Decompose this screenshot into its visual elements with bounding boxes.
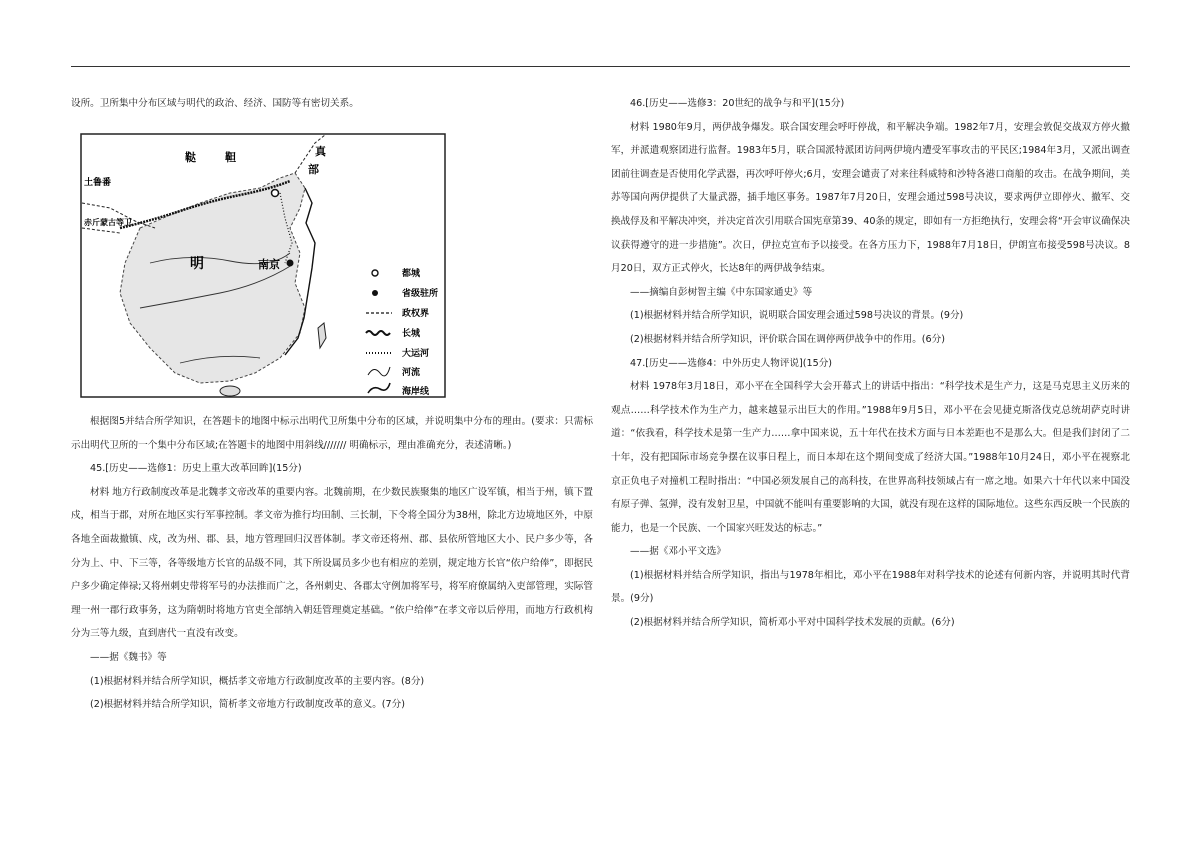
label-ming: 明: [190, 256, 204, 272]
label-hami: 赤斤蒙古等卫: [84, 218, 132, 227]
q46-source: ——摘编自彭树智主编《中东国家通史》等: [630, 286, 813, 298]
legend-label-wall: 长城: [402, 329, 421, 339]
left-intro: [71, 92, 593, 116]
label-dada: 鞑: [185, 151, 196, 164]
legend-label-border: 政权界: [402, 309, 430, 319]
label-bu: 部: [308, 163, 319, 176]
q46-part1: (1)根据材料并结合所学知识，说明联合国安理会通过598号决议的背景。(9分): [630, 310, 964, 322]
q45-title: 45.[历史——选修1：历史上重大改革回眸](15分): [90, 463, 302, 475]
legend-label-river: 河流: [402, 368, 421, 378]
legend-label-capital: 都城: [402, 269, 421, 279]
q47-part1: (1)根据材料并结合所学知识，指出与1978年相比，邓小平在1988年对科学技术的论述有何新内容，并说明其时代背景。(9分): [611, 569, 1130, 605]
header-rule: [71, 66, 1130, 67]
q47-part2: (2)根据材料并结合所学知识，简析邓小平对中国科学技术发展的贡献。(6分): [630, 617, 955, 629]
label-zhen: 真: [315, 145, 326, 158]
left-questions: [71, 410, 593, 717]
legend-label-coast: 海岸线: [402, 387, 430, 397]
legend-label-provincial: 省级驻所: [402, 289, 439, 299]
q47-title: 47.[历史——选修4：中外历史人物评说](15分): [630, 357, 833, 369]
ming-map-figure: [80, 133, 446, 398]
q46-title: 46.[历史——选修3：20世纪的战争与和平](15分): [630, 98, 845, 109]
label-nanjing: 南京: [258, 258, 280, 271]
q47-material: 材料 1978年3月18日，邓小平在全国科学大会开幕式上的讲话中指出：“科学技术是生产力，这是马克思主义历来的观点……科学技术作为生产力，越来越显示出巨大的作用。”1988年9月5日，邓小平在会见捷克斯洛伐克总统胡萨克时讲道：“依我看，科学技术是第一生产力……拿中国来说，五十年代在技术方面与日本差距也不是那么大。但是我们封闭了二十年，没有把国际市场竞争摆在议事日程上，而日本却在这个期间变成了经济大国。”1988年10月24日，邓小平在视察北京正负电子对撞机工程时指出：“中国必须发展自己的高科技，在世界高科技领域占有一席之地。如果六十年代以来中国没有原子弹、氢弹，没有发射卫星，中国就不能叫有重要影响的大国，就没有现在这样的国际地位。这些东西反映一个民族的能力，也是一个民族、一个国家兴旺发达的标志。”: [611, 381, 1130, 534]
hainan-island: [220, 386, 240, 396]
right-questions: [611, 92, 1130, 635]
legend-symbol-capital: [372, 270, 378, 276]
legend-label-canal: 大运河: [402, 349, 430, 359]
beijing-marker: [272, 190, 279, 197]
legend-symbol-provincial: [372, 290, 378, 296]
nanjing-marker: [287, 260, 294, 267]
q44-prompt: 根据图5并结合所学知识，在答题卡的地图中标示出明代卫所集中分布的区域，并说明集中分布的理由。(要求：只需标示出明代卫所的一个集中分布区域;在答题卡的地图中用斜线/////// 明确标示，理由准确充分，表述清晰。): [71, 416, 593, 451]
intro-text: 设所。卫所集中分布区域与明代的政治、经济、国防等有密切关系。: [71, 98, 359, 109]
q45-part1: (1)根据材料并结合所学知识，概括孝文帝地方行政制度改革的主要内容。(8分): [90, 675, 425, 687]
q47-source: ——据《邓小平文选》: [630, 546, 726, 558]
q45-source: ——据《魏书》等: [90, 651, 167, 663]
q46-material: 材料 1980年9月，两伊战争爆发。联合国安理会呼吁停战，和平解决争端。1982年7月，安理会敦促交战双方停火撤军，并派遣观察团进行监督。1983年5月，联合国派特派团访问两伊境内遭受军事攻击的平民区;1984年3月，又派出调查团前往调查是否使用化学武器，再次呼吁停火;6月，安理会谴责了对来往科威特和沙特各港口商船的攻击。在战争期间，美苏等国向两伊提供了大量武器，插手地区事务。1987年7月20日，安理会通过598号决议，要求两伊立即停火、撤军、交换战俘及和平解决冲突，并决定首次引用联合国宪章第39、40条的规定，即如有一方拒绝执行，安理会将“开会审议确保决议获得遵守的进一步措施”。次日，伊拉克宣布予以接受。在各方压力下，1988年7月18日，伊朗宣布接受598号决议。8月20日，双方正式停火，长达8年的两伊战争结束。: [611, 121, 1130, 275]
map-svg: [80, 133, 446, 398]
label-jing: 靼: [225, 151, 236, 164]
q45-material: 材料 地方行政制度改革是北魏孝文帝改革的重要内容。北魏前期，在少数民族聚集的地区广设军镇，相当于州，镇下置戍，相当于郡，对所在地区实行军事控制。孝文帝为推行均田制、三长制，下令将全国分为38州，除北方边境地区外，中原各地全面裁撤镇、戍，改为州、郡、县，地方管理回归汉晋体制。孝文帝还将州、郡、县依所管地区大小、民户多少等，各分为上、中、下三等，各等级地方长官的品级不同，其下所设属员多少也有相应的差别，规定地方长官“依户给俸”，即据民户多少确定俸禄;又将州刺史带将军号的办法推而广之，各州刺史、各郡太守例加将军号，将军府僚属纳入吏部管理，实际管理一州一郡行政事务，这为隋朝时将地方官吏全部纳入朝廷管理奠定基础。“依户给俸”在孝文帝以后停用，而地方行政机构分为三等九级，直到唐代一直没有改变。: [71, 486, 593, 640]
label-tufan: 土鲁番: [84, 178, 112, 188]
q45-part2: (2)根据材料并结合所学知识，简析孝文帝地方行政制度改革的意义。(7分): [90, 699, 405, 711]
q46-part2: (2)根据材料并结合所学知识，评价联合国在调停两伊战争中的作用。(6分): [630, 333, 945, 345]
